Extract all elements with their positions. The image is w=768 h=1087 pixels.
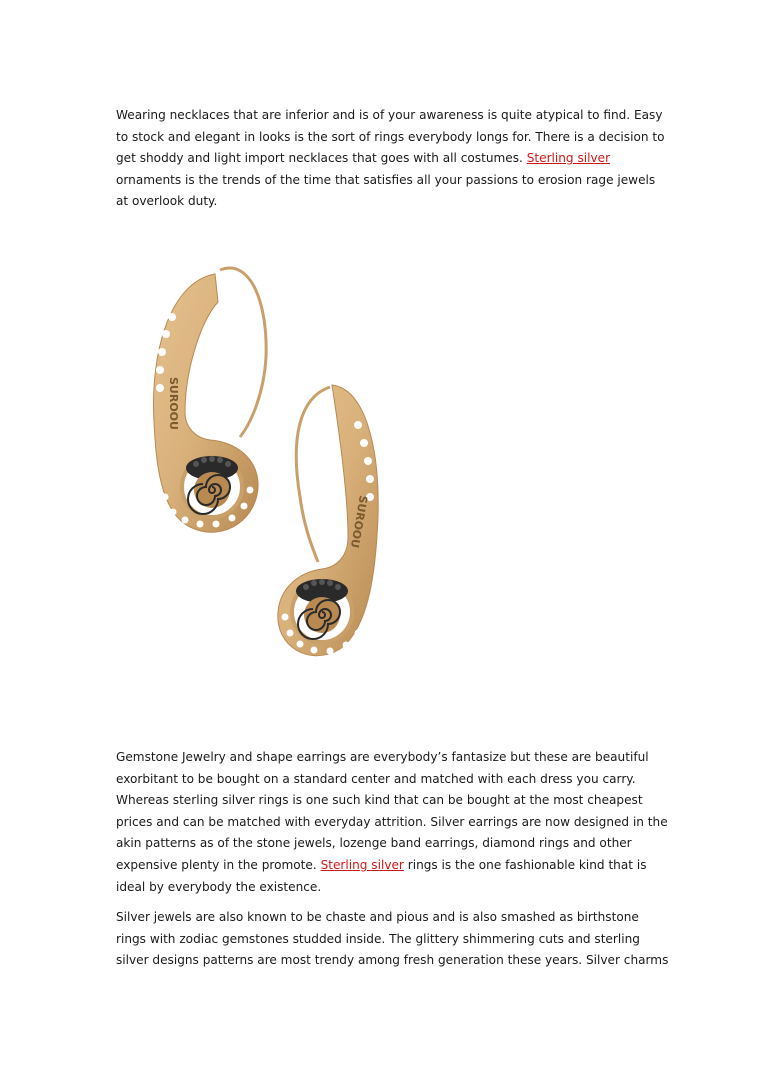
text-line: ideal by everybody the existence. [116,879,322,894]
paragraph-2 [116,747,668,898]
engraving-text: SUROOU [347,494,370,549]
text-line: Whereas sterling silver rings is one such kind that can be bought at the most cheapest [116,793,643,808]
text-line [116,855,661,877]
text-line: Silver jewels are also known to be chaste and pious and is also smashed as birthstone [116,910,639,924]
sterling-silver-link[interactable]: Sterling silver [320,857,404,872]
left-earring [154,268,267,532]
text-segment: get shoddy and light import necklaces that goes with all costumes. [116,151,527,166]
sterling-silver-link[interactable]: Sterling silver [526,151,611,166]
text-line: at overlook duty. [116,194,218,209]
text-line: prices and can be matched with everyday attrition. Silver earrings are now designed in the [116,814,668,829]
text-segment: rings is the one fashionable kind that is [403,857,647,872]
text-line: akin patterns as of the stone jewels, lozenge band earrings, diamond rings and other [116,836,632,851]
paragraph-3 [116,907,669,972]
text-line: silver designs patterns are most trendy among fresh generation these years. Silver charms [116,953,669,968]
text-line: Gemstone Jewelry and shape earrings are everybody’s fantasize but these are beautiful [116,750,649,764]
text-segment: expensive plenty in the promote. [116,857,321,872]
text-line [116,148,661,170]
text-line: to stock and elegant in looks is the sort of rings everybody longs for. There is a decision to [116,129,665,144]
right-earring [278,385,378,656]
earrings-illustration [140,262,400,692]
text-line: exorbitant to be bought on a standard center and matched with each dress you carry. [116,771,636,786]
text-line: ornaments is the trends of the time that satisfies all your passions to erosion rage jewels [116,172,656,187]
paragraph-1 [116,105,665,213]
engraving-text: SUROOU [167,377,180,430]
earrings-image [140,262,400,692]
text-line: rings with zodiac gemstones studded inside. The glittery shimmering cuts and sterling [116,931,640,946]
text-line: Wearing necklaces that are inferior and is of your awareness is quite atypical to find. Easy [116,108,663,122]
